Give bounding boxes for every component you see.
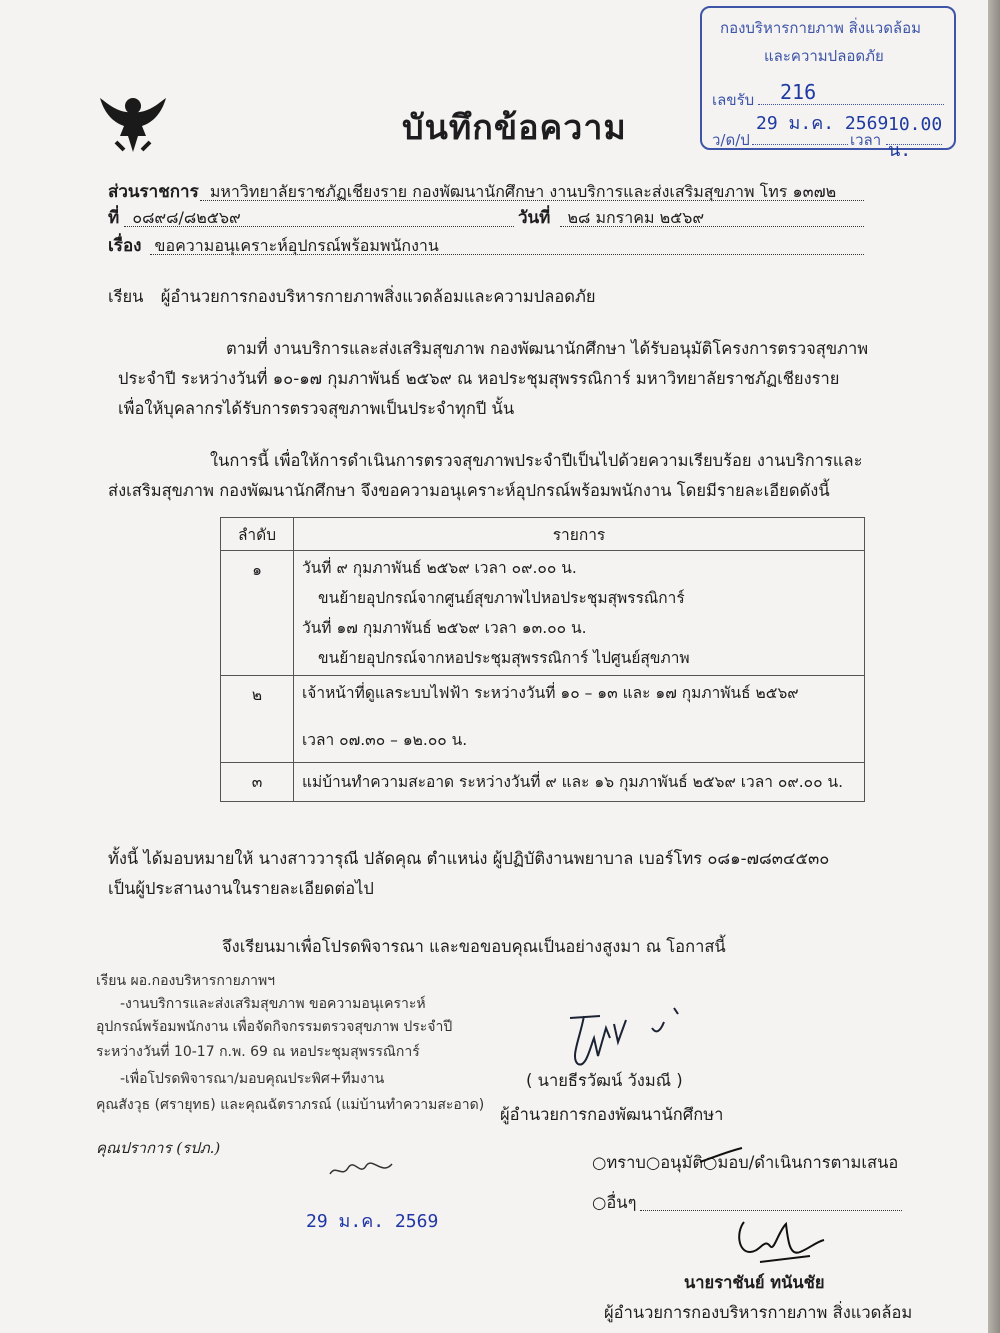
initial-scribble-icon — [326, 1158, 396, 1182]
subject-value: ขอความอนุเคราะห์อุปกรณ์พร้อมพนักงาน — [154, 236, 439, 255]
note-line: คุณสังวุธ (ศรายุทธ) และคุณฉัตราภรณ์ (แม่บ้านทำความสะอาด) — [96, 1097, 485, 1113]
table-row — [221, 676, 865, 763]
subject-label: เรื่อง — [108, 236, 142, 256]
stamp-date-label: ว/ด/ป — [712, 131, 750, 149]
row-detail-line: วันที่ ๑๗ กุมภาพันธ์ ๒๕๖๙ เวลา ๑๓.๐๐ น. — [302, 619, 587, 637]
para2-line1: ในการนี้ เพื่อให้การดำเนินการตรวจสุขภาพประจำปีเป็นไปด้วยความเรียบร้อย งานบริการและ — [210, 451, 863, 470]
row-detail-line: เจ้าหน้าที่ดูแลระบบไฟฟ้า ระหว่างวันที่ ๑๐ – ๑๓ และ ๑๗ กุมภาพันธ์ ๒๕๖๙ — [302, 684, 799, 702]
note-line: เรียน ผอ.กองบริหารกายภาพฯ — [96, 973, 276, 989]
signer1-name: ( นายธีรวัฒน์ วังมณี ) — [526, 1071, 683, 1090]
row-number: ๒ — [221, 676, 294, 763]
table-header-no: ลำดับ — [221, 518, 294, 551]
salutation — [108, 284, 596, 310]
para1-line1: ตามที่ งานบริการและส่งเสริมสุขภาพ กองพัฒนานักศึกษา ได้รับอนุมัติโครงการตรวจสุขภาพ — [226, 339, 869, 358]
memo-title: บันทึกข้อความ — [402, 108, 627, 148]
note-date: 29 ม.ค. 2569 — [306, 1211, 439, 1232]
table-row — [221, 551, 865, 676]
note-line: -เพื่อโปรดพิจารณา/มอบคุณประพิศ+ทีมงาน — [120, 1071, 385, 1087]
stamp-date-value: 29 ม.ค. 2569 — [756, 113, 889, 134]
signature-2-icon — [730, 1212, 830, 1268]
row-number: ๓ — [221, 763, 294, 802]
row-detail — [294, 676, 865, 763]
note-line: -งานบริการและส่งเสริมสุขภาพ ขอความอนุเคราะห์ — [120, 996, 426, 1012]
row-number: ๑ — [221, 551, 294, 676]
page-edge — [988, 0, 1000, 1333]
signature-1-icon — [560, 998, 700, 1070]
option-check-mark-icon — [696, 1144, 746, 1170]
para1-line2: ประจำปี ระหว่างวันที่ ๑๐-๑๗ กุมภาพันธ์ ๒๕๖๙ ณ หอประชุมสุพรรณิการ์ มหาวิทยาลัยราชภัฏเชียงราย — [118, 369, 840, 388]
row-detail-line: ขนย้ายอุปกรณ์จากศูนย์สุขภาพไปหอประชุมสุพรรณิการ์ — [318, 589, 685, 607]
row-detail-line: แม่บ้านทำความสะอาด ระหว่างวันที่ ๙ และ ๑๖ กุมภาพันธ์ ๒๕๖๙ เวลา ๐๙.๐๐ น. — [302, 773, 843, 791]
row-detail-line: วันที่ ๙ กุมภาพันธ์ ๒๕๖๙ เวลา ๐๙.๐๐ น. — [302, 559, 577, 577]
para2-line2: ส่งเสริมสุขภาพ กองพัฒนานักศึกษา จึงขอความอนุเคราะห์อุปกรณ์พร้อมพนักงาน โดยมีรายละเอียดดังนี้ — [108, 481, 830, 500]
action-options: ○ทราบ○อนุมัติ○มอบ/ดำเนินการตามเสนอ — [592, 1153, 899, 1172]
reference-value: ๐๘๙๘/๘๒๕๖๙ — [132, 208, 241, 227]
salutation-label: เรียน — [108, 287, 144, 306]
salutation-recipient: ผู้อำนวยการกองบริหารกายภาพสิ่งแวดล้อมและความปลอดภัย — [160, 287, 596, 306]
table-row — [221, 763, 865, 802]
stamp-recv-label: เลขรับ — [712, 91, 755, 109]
reference-label: ที่ — [108, 208, 120, 228]
details-table — [220, 517, 865, 802]
stamp-office-line2: และความปลอดภัย — [764, 47, 884, 65]
stamp-office-line1: กองบริหารกายภาพ สิ่งแวดล้อม — [720, 19, 922, 37]
closing-sentence: จึงเรียนมาเพื่อโปรดพิจารณา และขอขอบคุณเป็นอย่างสูงมา ณ โอกาสนี้ — [222, 937, 726, 956]
action-other: ○อื่นๆ — [592, 1193, 637, 1212]
note-line: ระหว่างวันที่ 10-17 ก.พ. 69 ณ หอประชุมสุพรรณิการ์ — [96, 1044, 420, 1060]
row-detail — [294, 551, 865, 676]
agency-label: ส่วนราชการ — [108, 182, 199, 202]
signer2-name: นายราชันย์ ทนันชัย — [684, 1273, 825, 1292]
signer1-position: ผู้อำนวยการกองพัฒนานักศึกษา — [500, 1105, 724, 1124]
stamp-recv-number: 216 — [780, 80, 817, 104]
para3-line2: เป็นผู้ประสานงานในรายละเอียดต่อไป — [108, 879, 374, 898]
para3-line1: ทั้งนี้ ได้มอบหมายให้ นางสาววารุณี ปลัดคุณ ตำแหน่ง ผู้ปฏิบัติงานพยาบาล เบอร์โทร ๐๘๑-๗๘๓๔๕๓๐ — [108, 849, 830, 868]
para1-line3: เพื่อให้บุคลากรได้รับการตรวจสุขภาพเป็นประจำทุกปี นั้น — [118, 399, 515, 418]
row-detail-line: เวลา ๐๗.๓๐ – ๑๒.๐๐ น. — [302, 731, 468, 749]
garuda-emblem-icon — [98, 92, 168, 158]
agency-value: มหาวิทยาลัยราชภัฏเชียงราย กองพัฒนานักศึกษา งานบริการและส่งเสริมสุขภาพ โทร ๑๓๗๒ — [209, 182, 837, 201]
row-detail-line: ขนย้ายอุปกรณ์จากหอประชุมสุพรรณิการ์ ไปศูนย์สุขภาพ — [318, 649, 690, 667]
table-header-item: รายการ — [294, 518, 865, 551]
date-label: วันที่ — [518, 208, 551, 228]
receiving-stamp — [700, 6, 956, 161]
table-header-row — [221, 518, 865, 551]
signer2-position: ผู้อำนวยการกองบริหารกายภาพ สิ่งแวดล้อม — [604, 1303, 913, 1322]
note-handwritten: คุณปราการ (รปภ.) — [96, 1139, 221, 1157]
stamp-time-value: 10.00 น. — [888, 114, 943, 161]
note-line: อุปกรณ์พร้อมพนักงาน เพื่อจัดกิจกรรมตรวจสุขภาพ ประจำปี — [96, 1019, 453, 1035]
row-detail — [294, 763, 865, 802]
date-value: ๒๘ มกราคม ๒๕๖๙ — [567, 208, 705, 227]
stamp-time-label: เวลา — [850, 131, 882, 149]
